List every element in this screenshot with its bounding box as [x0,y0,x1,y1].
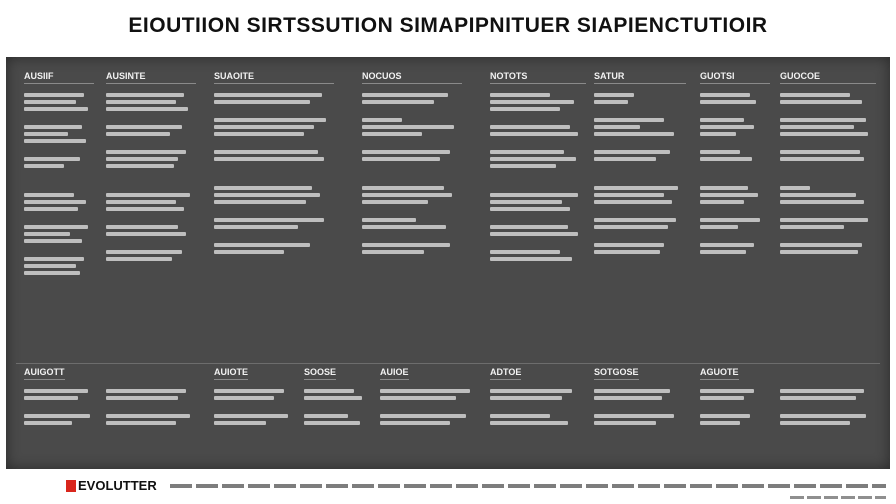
text-line [362,218,416,222]
text-line [700,157,752,161]
column-4 [362,71,462,254]
text-line [106,157,178,161]
text-line [24,139,86,143]
text-line [780,414,866,418]
spacer [490,139,586,147]
text-line [362,193,452,197]
spacer [106,239,196,247]
column-header: GUOCOE [780,71,876,84]
section-divider [16,363,880,364]
text-line [214,132,304,136]
column-header: AUSIIF [24,71,94,84]
section-column [24,389,90,425]
footer-fine-print-secondary [790,496,886,499]
spacer [214,175,334,183]
text-line [362,150,450,154]
text-line [380,414,466,418]
text-line [700,243,754,247]
text-line [780,125,854,129]
text-line [362,250,424,254]
spacer [490,171,586,179]
text-line [106,125,182,129]
text-line [780,250,858,254]
text-line [106,250,182,254]
text-line [24,157,80,161]
spacer [490,114,586,122]
text-line [490,396,562,400]
section-header: SOOSE [304,367,336,380]
spacer [490,239,586,247]
text-line [490,250,560,254]
section-header: AGUOTE [700,367,739,380]
text-line [380,421,450,425]
text-line [594,421,656,425]
spacer [594,139,686,147]
text-line [106,100,176,104]
text-line [24,257,84,261]
column-5 [490,71,586,261]
text-line [594,225,668,229]
spacer [214,232,334,240]
text-line [700,186,748,190]
text-line [106,232,186,236]
text-line [780,118,866,122]
text-line [214,118,326,122]
text-line [214,250,284,254]
text-line [700,421,740,425]
text-line [24,264,76,268]
spacer [490,214,586,222]
spacer [24,246,94,254]
footer-fine-print [170,484,886,488]
text-line [106,257,172,261]
text-line [594,118,664,122]
text-line [594,193,664,197]
text-line [24,132,68,136]
text-line [362,186,444,190]
logo-text: VOLUTTER [86,478,157,493]
text-line [700,125,754,129]
text-line [594,200,672,204]
spacer [362,175,462,183]
text-line [362,200,428,204]
spacer [700,207,770,215]
spacer [106,171,196,179]
text-line [594,396,662,400]
column-header: SUAOITE [214,71,334,84]
text-line [780,93,850,97]
text-line [214,193,320,197]
text-line [362,132,422,136]
footer [0,472,896,504]
section-header: ADTOE [490,367,521,380]
text-line [780,243,862,247]
spacer [362,164,462,172]
text-line [700,250,746,254]
section-column [700,389,754,425]
text-line [24,396,78,400]
text-line [700,132,736,136]
text-line [594,389,670,393]
text-line [24,107,88,111]
column-header: SATUR [594,71,686,84]
text-line [594,157,656,161]
text-line [106,396,178,400]
spacer [780,107,876,115]
spacer [380,403,470,411]
spacer [362,232,462,240]
text-line [214,125,314,129]
text-line [362,157,440,161]
text-line [594,186,678,190]
spacer [214,107,334,115]
spacer [594,175,686,183]
text-line [490,107,560,111]
column-header: AUSINTE [106,71,196,84]
text-line [490,207,570,211]
spacer [214,403,288,411]
text-line [594,150,670,154]
column-header: GUOTSI [700,71,770,84]
spacer [214,139,334,147]
text-line [24,225,88,229]
spacer [106,139,196,147]
text-line [490,421,568,425]
text-line [304,421,360,425]
spacer [106,114,196,122]
text-line [700,389,754,393]
text-line [214,225,298,229]
text-line [780,421,850,425]
brand-logo [66,478,157,493]
text-line [214,389,284,393]
spacer [24,182,94,190]
spacer [362,207,462,215]
text-line [780,218,868,222]
text-line [490,157,576,161]
spacer [362,107,462,115]
spacer [780,175,876,183]
text-line [362,243,450,247]
text-line [490,125,570,129]
spacer [214,207,334,215]
text-line [700,193,758,197]
text-line [780,396,856,400]
text-line [780,389,864,393]
text-line [24,100,76,104]
text-line [490,389,572,393]
text-line [362,125,454,129]
spacer [780,232,876,240]
spacer [106,182,196,190]
text-line [380,396,456,400]
spacer [594,232,686,240]
text-line [106,150,186,154]
text-line [106,200,176,204]
spacer [594,107,686,115]
column-1 [24,71,94,275]
spacer [700,107,770,115]
text-line [700,93,750,97]
text-line [490,100,574,104]
spacer [490,182,586,190]
text-line [106,164,174,168]
text-line [594,414,674,418]
text-line [106,132,170,136]
section-column [214,389,288,425]
text-line [780,100,862,104]
text-line [214,421,266,425]
column-header: NOTOTS [490,71,586,84]
text-line [700,218,760,222]
text-line [24,232,70,236]
text-line [594,93,634,97]
spacer [700,403,754,411]
text-line [24,421,72,425]
text-line [106,389,186,393]
spacer [214,164,334,172]
section-header: SOTGOSE [594,367,639,380]
column-6 [594,71,686,254]
text-line [490,232,578,236]
text-line [214,200,306,204]
spacer [594,403,674,411]
text-line [700,100,756,104]
text-line [700,150,740,154]
text-line [304,389,354,393]
text-line [700,118,744,122]
section-column [380,389,470,425]
spacer [594,164,686,172]
text-line [780,225,844,229]
text-line [106,93,184,97]
text-line [594,132,674,136]
column-header: NOCUOS [362,71,462,84]
section-column [594,389,674,425]
spacer [594,207,686,215]
text-line [594,250,660,254]
text-line [380,389,470,393]
text-line [490,150,564,154]
text-line [362,225,446,229]
spacer [780,139,876,147]
text-line [304,414,348,418]
text-line [24,200,86,204]
text-line [700,414,750,418]
spacer [780,207,876,215]
spacer [700,139,770,147]
spacer [106,403,190,411]
text-line [214,93,322,97]
text-line [24,193,74,197]
text-line [780,200,864,204]
text-line [594,218,676,222]
text-line [106,107,188,111]
text-line [490,225,568,229]
spacer [700,164,770,172]
text-line [362,93,448,97]
spacer [700,175,770,183]
text-line [214,396,274,400]
text-line [214,157,324,161]
text-line [490,132,578,136]
text-line [24,414,90,418]
text-line [106,421,176,425]
column-3 [214,71,334,254]
section-column [490,389,572,425]
text-line [24,207,78,211]
text-line [700,225,738,229]
spacer [780,164,876,172]
column-7 [700,71,770,254]
spacer [700,232,770,240]
text-line [24,239,82,243]
text-line [490,93,550,97]
spacer [362,139,462,147]
text-line [214,243,310,247]
logo-mark-icon [66,480,76,492]
text-line [490,164,556,168]
spacer [24,171,94,179]
text-line [106,414,190,418]
text-line [24,271,80,275]
spacer [106,214,196,222]
column-2 [106,71,196,261]
spacer [780,403,866,411]
spacer [24,114,94,122]
spacer [24,146,94,154]
info-board [6,57,890,469]
text-line [24,164,64,168]
text-line [106,193,190,197]
section-column [304,389,362,425]
text-line [304,396,362,400]
text-line [106,225,178,229]
text-line [214,100,310,104]
text-line [362,118,402,122]
text-line [24,125,82,129]
spacer [490,403,572,411]
column-8 [780,71,876,254]
section-column [106,389,190,425]
text-line [780,157,864,161]
spacer [304,403,362,411]
text-line [780,132,868,136]
text-line [362,100,434,104]
text-line [594,125,640,129]
text-line [780,193,856,197]
text-line [780,186,810,190]
text-line [594,100,628,104]
text-line [700,200,744,204]
text-line [214,218,324,222]
section-header: AUIOTE [214,367,248,380]
section-column [780,389,866,425]
spacer [24,403,90,411]
text-line [106,207,184,211]
text-line [214,414,288,418]
page-title: EIOUTIION SIRTSSUTION SIMAPIPNITUER SIAPIENCTUTIOIR [128,14,768,37]
text-line [490,200,562,204]
section-header: AUIOE [380,367,409,380]
text-line [214,150,318,154]
text-line [24,93,84,97]
section-header: AUIGOTT [24,367,65,380]
text-line [594,243,664,247]
text-line [780,150,860,154]
text-line [490,414,550,418]
text-line [490,193,578,197]
text-line [700,396,744,400]
text-line [490,257,572,261]
spacer [24,214,94,222]
logo-prefix: E [78,478,87,493]
text-line [214,186,312,190]
text-line [24,389,88,393]
